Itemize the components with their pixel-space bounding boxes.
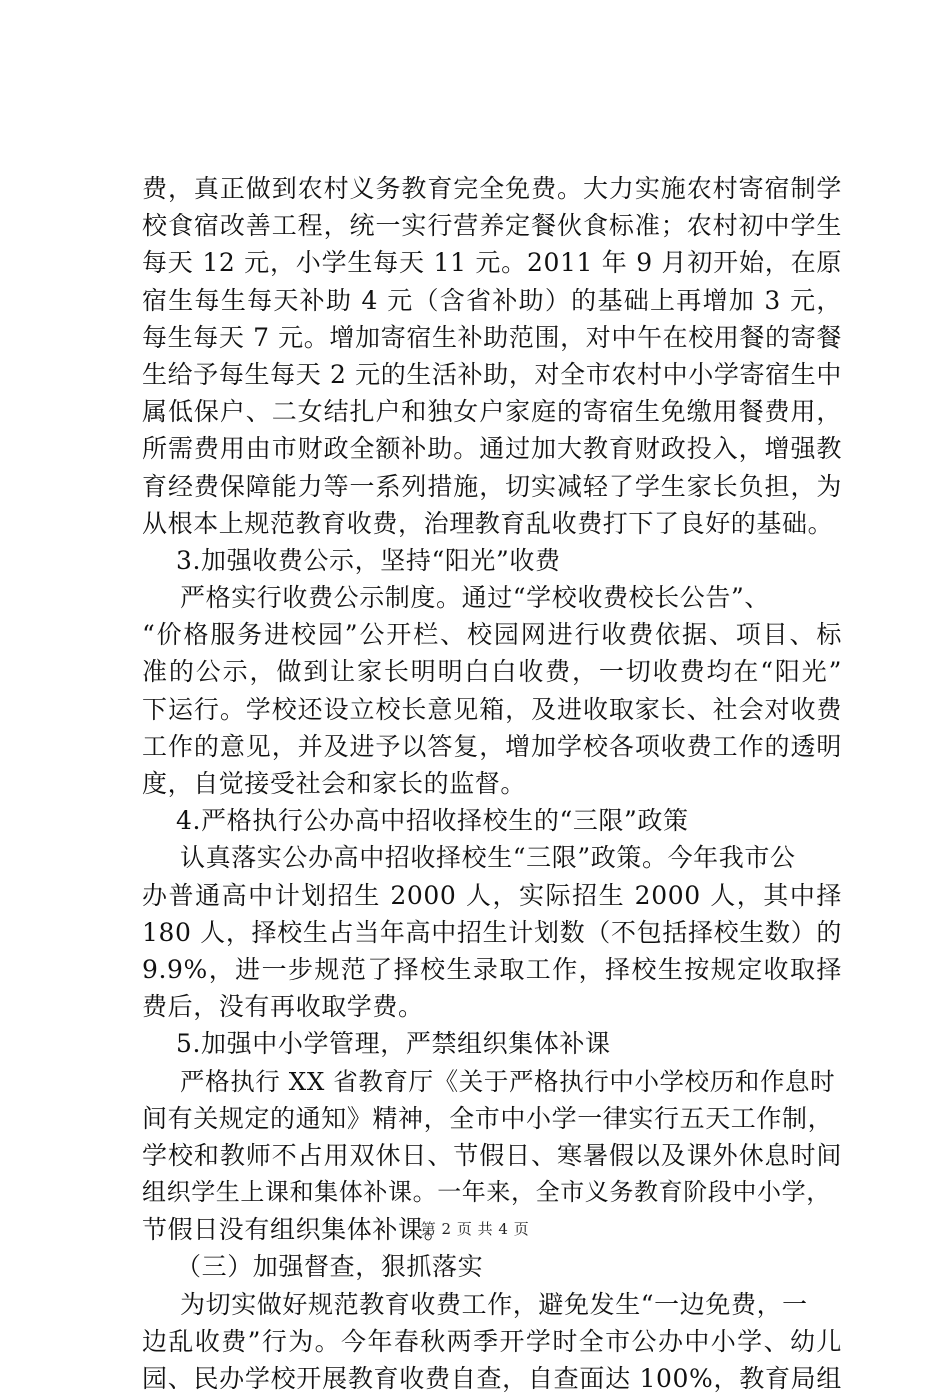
body-line-26: 间有关规定的通知》精神，全市中小学一律实行五天工作制， — [142, 1103, 834, 1133]
body-line-8: 所需费用由市财政全额补助。通过加大教育财政投入，增强教 — [142, 434, 842, 464]
body-line-32: 边乱收费”行为。今年春秋两季开学时全市公办中小学、幼儿 — [142, 1326, 842, 1356]
paragraph-start-line: 为切实做好规范教育收费工作，避免发生“一边免费，一 — [180, 1289, 808, 1319]
body-line-1: 费，真正做到农村义务教育完全免费。大力实施农村寄宿制学 — [142, 174, 842, 203]
body-line-27: 学校和教师不占用双休日、节假日、寒暑假以及课外休息时间 — [142, 1140, 842, 1170]
body-line-29: 节假日没有组织集体补课。 — [142, 1215, 450, 1245]
body-line-13: “价格服务进校园”公开栏、校园网进行收费依据、项目、标 — [142, 620, 842, 650]
body-line-20: 办普通高中计划招生 2000 人，实际招生 2000 人，其中择 — [142, 880, 842, 910]
body-line-33: 园、民办学校开展教育收费自查，自查面达 100%，教育局组 — [142, 1364, 842, 1393]
body-line-14: 准的公示，做到让家长明明白白收费，一切收费均在“阳光” — [142, 657, 842, 687]
section-heading-4: 4.严格执行公办高中招收择校生的“三限”政策 — [176, 806, 689, 836]
body-line-28: 组织学生上课和集体补课。一年来，全市义务教育阶段中小学， — [142, 1178, 831, 1207]
body-line-3: 每天 12 元，小学生每天 11 元。2011 年 9 月初开始，在原 — [142, 248, 842, 278]
body-line-7: 属低保户、二女结扎户和独女户家庭的寄宿生免缴用餐费用， — [142, 397, 842, 427]
body-line-22: 9.9%，进一步规范了择校生录取工作，择校生按规定收取择 — [142, 954, 842, 984]
body-line-9: 育经费保障能力等一系列措施，切实减轻了学生家长负担，为 — [142, 471, 842, 501]
body-line-5: 每生每天 7 元。增加寄宿生补助范围，对中午在校用餐的寄餐 — [142, 322, 842, 352]
section-heading-5: 5.加强中小学管理，严禁组织集体补课 — [176, 1029, 611, 1059]
body-line-4: 宿生每生每天补助 4 元（含省补助）的基础上再增加 3 元， — [142, 285, 842, 315]
body-line-23: 费后，没有再收取学费。 — [142, 992, 424, 1022]
paragraph-start-line: 严格实行收费公示制度。通过“学校收费校长公告”、 — [180, 583, 770, 613]
body-line-2: 校食宿改善工程，统一实行营养定餐伙食标准；农村初中学生 — [142, 211, 842, 241]
document-body — [142, 170, 842, 1397]
section-heading-3: 3.加强收费公示，坚持“阳光”收费 — [176, 545, 561, 575]
body-line-16: 工作的意见，并及进予以答复，增加学校各项收费工作的透明 — [142, 731, 842, 761]
page-number-footer: 第 2 页 共 4 页 — [420, 1220, 530, 1238]
body-line-10: 从根本上规范教育收费，治理教育乱收费打下了良好的基础。 — [142, 508, 834, 538]
body-line-17: 度，自觉接受社会和家长的监督。 — [142, 769, 527, 798]
body-line-21: 180 人，择校生占当年高中招生计划数（不包括择校生数）的 — [142, 917, 842, 947]
section-heading-three: （三）加强督查，狠抓落实 — [176, 1252, 484, 1282]
paragraph-start-line: 严格执行 XX 省教育厅《关于严格执行中小学校历和作息时 — [180, 1066, 836, 1096]
paragraph-start-line: 认真落实公办高中招收择校生“三限”政策。今年我市公 — [180, 843, 796, 873]
body-line-15: 下运行。学校还设立校长意见箱，及进收取家长、社会对收费 — [142, 694, 842, 724]
body-line-6: 生给予每生每天 2 元的生活补助，对全市农村中小学寄宿生中 — [142, 359, 842, 389]
